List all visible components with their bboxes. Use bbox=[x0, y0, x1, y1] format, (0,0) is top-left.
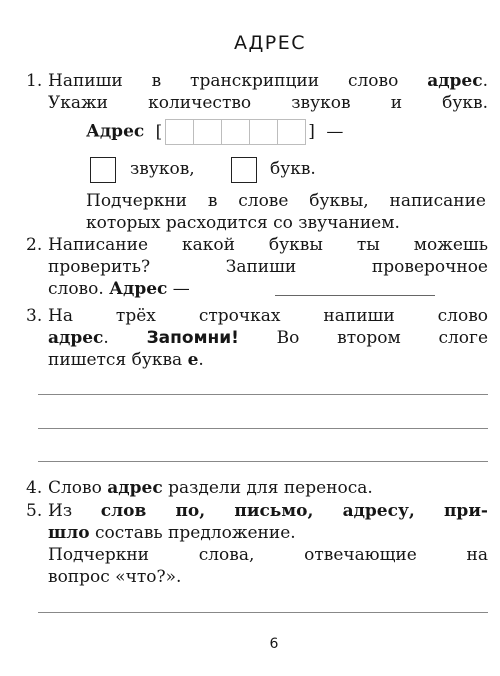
transcription-cells[interactable] bbox=[165, 119, 305, 145]
task-3 bbox=[26, 305, 489, 371]
task-5-line-1: Из слов по, письмо, адресу, при- bbox=[48, 501, 488, 521]
transcription-cell[interactable] bbox=[221, 119, 250, 145]
task-2-line-2: проверить? Запиши проверочное bbox=[48, 257, 488, 277]
transcription-cell[interactable] bbox=[193, 119, 222, 145]
task-2-line-1: Написание какой буквы ты можешь bbox=[48, 235, 488, 255]
dash: — bbox=[326, 121, 344, 142]
task-number: 5. bbox=[26, 501, 43, 521]
transcription-cell[interactable] bbox=[165, 119, 194, 145]
task-number: 1. bbox=[26, 71, 43, 91]
word-adres: адрес bbox=[427, 71, 483, 91]
addr-word: Адрес bbox=[86, 121, 145, 142]
writing-line-1[interactable] bbox=[38, 394, 488, 395]
task-number: 4. bbox=[26, 478, 43, 498]
writing-line-3[interactable] bbox=[38, 461, 488, 462]
writing-line-4[interactable] bbox=[38, 612, 488, 613]
letters-label: букв. bbox=[270, 159, 316, 179]
task-1 bbox=[26, 70, 488, 114]
remember-label: Запомни! bbox=[146, 328, 239, 348]
page-title: АДРЕС bbox=[233, 32, 307, 54]
bracket-close: ] bbox=[308, 121, 315, 142]
bracket-open: [ bbox=[155, 121, 163, 142]
writing-line-2[interactable] bbox=[38, 428, 488, 429]
task-number: 3. bbox=[26, 306, 43, 326]
letters-count-box[interactable] bbox=[231, 157, 257, 183]
task-1-underline-text bbox=[86, 190, 486, 234]
task-3-line-1: На трёх строчках напиши слово bbox=[48, 306, 488, 326]
transcription-row bbox=[86, 119, 343, 145]
task-5 bbox=[26, 500, 488, 588]
task-4 bbox=[26, 477, 488, 499]
task-3-line-3: пишется буква е. bbox=[48, 350, 204, 370]
task-1-line-3: Подчеркни в слове буквы, написание bbox=[86, 191, 486, 211]
task-2-line-3: слово. Адрес — bbox=[48, 279, 190, 299]
task-5-line-3: Подчеркни слова, отвечающие на bbox=[48, 545, 488, 565]
answer-line[interactable] bbox=[275, 295, 435, 296]
transcription-cell[interactable] bbox=[277, 119, 306, 145]
task-1-line-2: Укажи количество звуков и букв. bbox=[48, 93, 488, 113]
task-1-line-4: которых расходится со звучанием. bbox=[86, 213, 400, 233]
page-number: 6 bbox=[269, 636, 279, 652]
task-2 bbox=[26, 234, 488, 300]
task-number: 2. bbox=[26, 235, 43, 255]
task-1-line-1: Напиши в транскрипции слово адрес. bbox=[48, 71, 488, 91]
sounds-label: звуков, bbox=[130, 159, 195, 179]
task-4-line-1: Слово адрес раздели для переноса. bbox=[48, 478, 373, 498]
task-3-line-2: адрес. Запомни! Во втором слоге bbox=[48, 328, 489, 348]
transcription-cell[interactable] bbox=[249, 119, 278, 145]
task-5-line-4: вопрос «что?». bbox=[48, 567, 182, 587]
task-5-line-2: шло составь предложение. bbox=[48, 523, 296, 543]
sounds-count-box[interactable] bbox=[90, 157, 116, 183]
